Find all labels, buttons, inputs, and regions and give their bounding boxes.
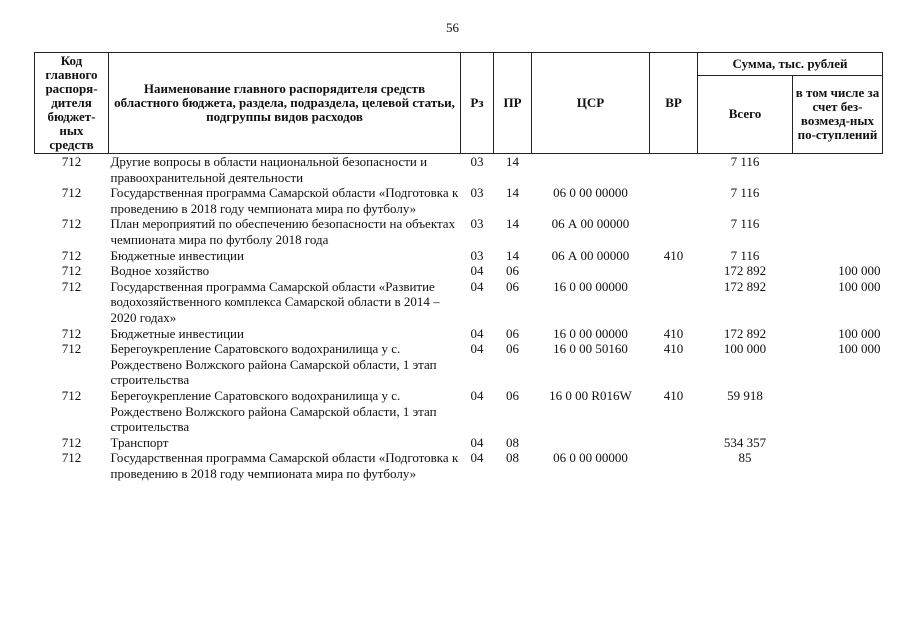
header-vr: ВР <box>650 53 698 154</box>
cell-rz: 04 <box>470 278 484 294</box>
cell-rz: 04 <box>470 450 484 466</box>
cell-gratuitous: 100 000 <box>838 341 881 357</box>
cell-gratuitous <box>793 185 883 216</box>
cell-vr: 410 <box>663 387 684 403</box>
cell-csr <box>532 263 650 279</box>
cell-pr: 14 <box>506 216 519 232</box>
cell-name: Государственная программа Самарской области «Развитие водохозяйственного комплекса Самарской области в 2014 – 2020 годах» <box>110 278 440 325</box>
cell-csr <box>532 154 650 186</box>
cell-rz: 03 <box>470 185 484 201</box>
header-pr: ПР <box>494 53 532 154</box>
header-total: Всего <box>698 75 793 153</box>
cell-rz: 04 <box>470 387 484 403</box>
cell-code: 712 <box>61 450 82 466</box>
cell-gratuitous: 100 000 <box>838 278 881 294</box>
cell-rz: 04 <box>470 263 484 279</box>
cell-name: Водное хозяйство <box>110 263 210 279</box>
cell-name: Бюджетные инвестиции <box>110 325 244 341</box>
cell-gratuitous: 100 000 <box>838 325 881 341</box>
cell-total: 7 116 <box>730 247 760 263</box>
cell-vr: 410 <box>663 341 684 357</box>
cell-vr <box>650 185 698 216</box>
cell-csr: 16 0 00 50160 <box>553 341 628 357</box>
table-row <box>35 341 883 388</box>
cell-code: 712 <box>61 263 82 279</box>
cell-total: 100 000 <box>723 341 767 357</box>
cell-gratuitous <box>793 248 883 264</box>
cell-total: 59 918 <box>727 387 763 403</box>
cell-csr: 06 А 00 00000 <box>551 216 630 232</box>
cell-csr: 16 0 00 00000 <box>553 325 628 341</box>
cell-name: Берегоукрепление Саратовского водохранилища у с. Рождествено Волжского района Самарской области, 1 этап строительства <box>110 387 437 435</box>
cell-pr: 08 <box>506 450 519 466</box>
table-row <box>35 435 883 451</box>
cell-vr <box>650 263 698 279</box>
cell-pr: 08 <box>506 434 519 450</box>
cell-csr: 16 0 00 R016W <box>549 387 632 403</box>
cell-pr: 06 <box>506 278 519 294</box>
cell-code: 712 <box>61 154 82 169</box>
cell-vr <box>650 216 698 247</box>
header-sum: Сумма, тыс. рублей <box>698 53 883 76</box>
cell-total: 172 892 <box>723 278 767 294</box>
cell-name: План мероприятий по обеспечению безопасности на объектах чемпионата мира по футболу 2018 года <box>110 216 456 247</box>
cell-pr: 06 <box>506 387 519 403</box>
cell-total: 172 892 <box>723 263 767 279</box>
table-row <box>35 248 883 264</box>
cell-name: Бюджетные инвестиции <box>110 247 244 263</box>
cell-gratuitous <box>793 388 883 435</box>
cell-pr: 06 <box>506 325 519 341</box>
cell-code: 712 <box>61 341 82 357</box>
cell-name: Государственная программа Самарской области «Подготовка к проведению в 2018 году чемпионата мира по футболу» <box>110 450 459 481</box>
cell-pr: 06 <box>506 341 519 357</box>
table-row <box>35 185 883 216</box>
cell-code: 712 <box>61 185 82 201</box>
header-rz: Рз <box>461 53 494 154</box>
table-row <box>35 388 883 435</box>
cell-rz: 04 <box>470 434 484 450</box>
cell-csr: 06 0 00 00000 <box>553 450 628 466</box>
header-row-1 <box>35 53 883 76</box>
cell-code: 712 <box>61 278 82 294</box>
cell-gratuitous <box>793 450 883 481</box>
page-number: 56 <box>446 20 459 35</box>
cell-csr: 06 А 00 00000 <box>551 247 630 263</box>
table-row <box>35 216 883 247</box>
cell-rz: 03 <box>470 154 484 169</box>
cell-total: 7 116 <box>730 154 760 169</box>
cell-total: 7 116 <box>730 185 760 201</box>
cell-code: 712 <box>61 216 82 232</box>
cell-rz: 03 <box>470 216 484 232</box>
cell-pr: 14 <box>506 185 519 201</box>
cell-name: Берегоукрепление Саратовского водохранилища у с. Рождествено Волжского района Самарской области, 1 этап строительства <box>110 341 437 388</box>
cell-gratuitous <box>793 154 883 186</box>
cell-vr <box>650 450 698 481</box>
cell-gratuitous: 100 000 <box>838 263 881 279</box>
cell-pr: 14 <box>506 247 519 263</box>
cell-vr: 410 <box>663 325 684 341</box>
cell-csr: 16 0 00 00000 <box>553 278 628 294</box>
cell-vr <box>650 154 698 186</box>
cell-rz: 04 <box>470 341 484 357</box>
cell-total: 7 116 <box>730 216 760 232</box>
header-code: Код главного распоря-дителя бюджет-ных средств <box>35 53 109 154</box>
cell-code: 712 <box>61 434 82 450</box>
table-row <box>35 263 883 279</box>
cell-vr <box>650 279 698 326</box>
table-row <box>35 326 883 342</box>
cell-rz: 03 <box>470 247 484 263</box>
header-name: Наименование главного распорядителя средств областного бюджета, раздела, подраздела, целевой статьи, подгруппы видов расходов <box>109 53 461 154</box>
cell-code: 712 <box>61 247 82 263</box>
cell-gratuitous <box>793 216 883 247</box>
cell-name: Другие вопросы в области национальной безопасности и правоохранительной деятельности <box>110 154 428 185</box>
cell-total: 85 <box>738 450 752 466</box>
cell-code: 712 <box>61 387 82 403</box>
cell-name: Транспорт <box>110 434 169 450</box>
table-row <box>35 154 883 186</box>
cell-pr: 14 <box>506 154 519 169</box>
table-row <box>35 450 883 481</box>
cell-total: 172 892 <box>723 325 767 341</box>
header-gratuitous: в том числе за счет без-возмезд-ных по-ступлений <box>793 75 883 153</box>
cell-pr: 06 <box>506 263 519 279</box>
header-csr: ЦСР <box>532 53 650 154</box>
cell-name: Государственная программа Самарской области «Подготовка к проведению в 2018 году чемпионата мира по футболу» <box>110 185 459 216</box>
cell-total: 534 357 <box>723 434 767 450</box>
cell-code: 712 <box>61 325 82 341</box>
cell-vr: 410 <box>663 247 684 263</box>
table-row <box>35 279 883 326</box>
cell-csr <box>532 435 650 451</box>
cell-csr: 06 0 00 00000 <box>553 185 628 201</box>
table-body <box>35 154 883 482</box>
cell-gratuitous <box>793 435 883 451</box>
budget-table <box>34 52 883 481</box>
cell-vr <box>650 435 698 451</box>
cell-rz: 04 <box>470 325 484 341</box>
